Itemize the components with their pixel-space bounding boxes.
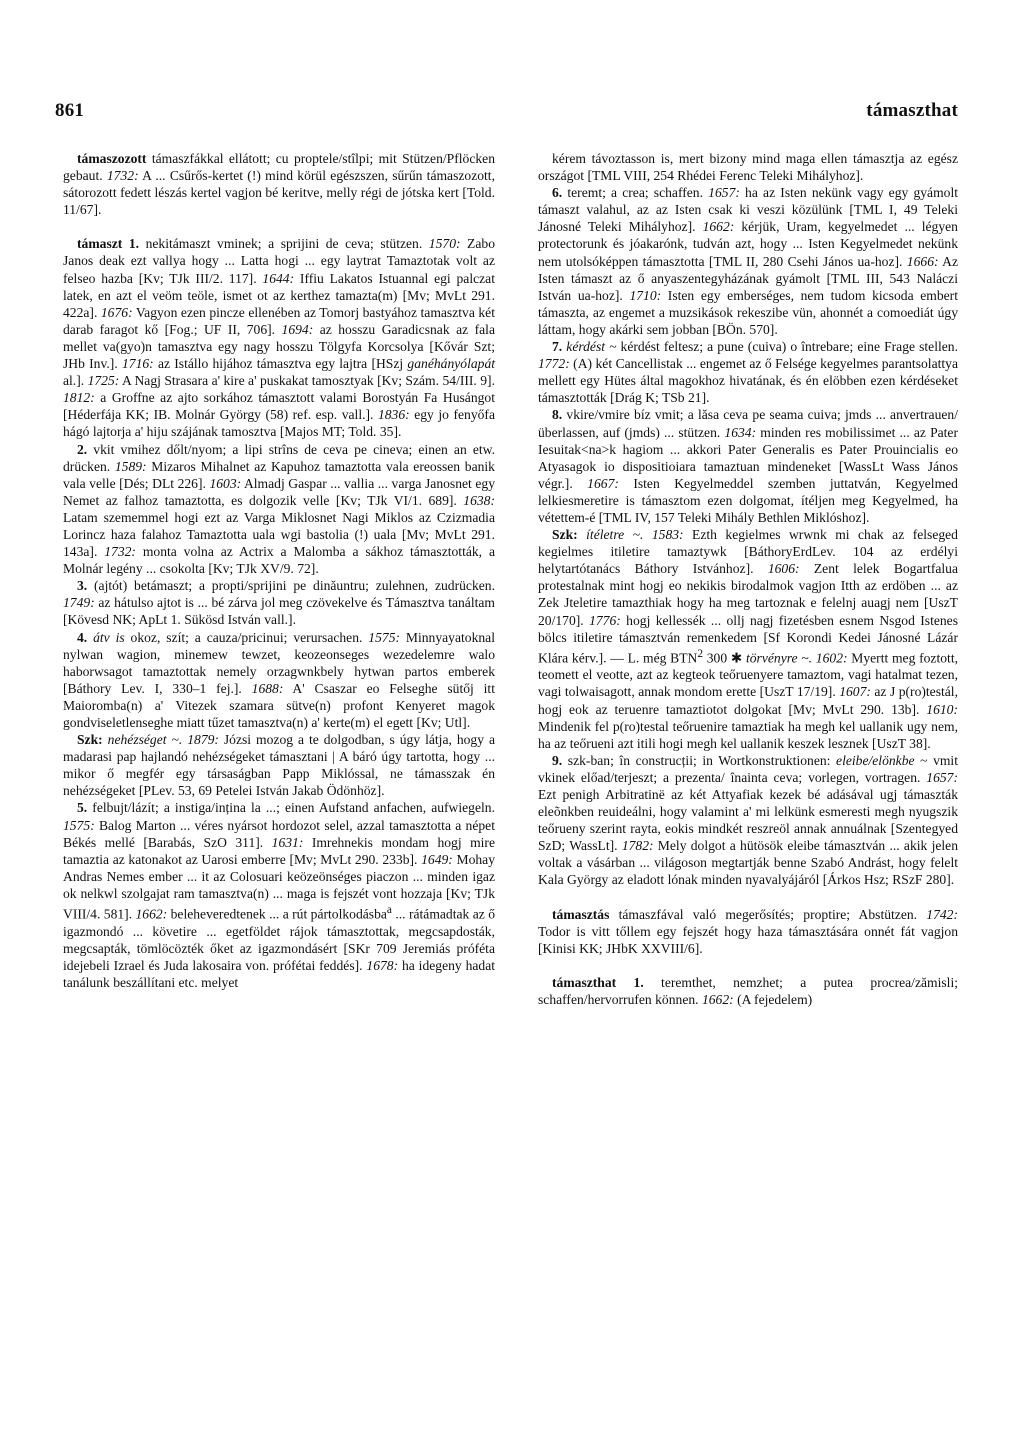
- entry-text: az hátulso ajtot is ... bé zárva jol meg czövekelve és Támasztva tanáltam [Kövesd NK; ApLt 1. Sükösd István vall.].: [63, 595, 495, 628]
- italic-text: 1676:: [100, 304, 133, 320]
- italic-text: 1662:: [135, 906, 168, 922]
- entry-text: monta volna az Actrix a Malomba a sákhoz támasztották, a Molnár legény ... csokolta [Kv; TJk XV/9. 72].: [63, 544, 495, 577]
- italic-text: 1649:: [421, 851, 453, 867]
- right-column: [538, 150, 958, 1008]
- superscript: 2: [697, 647, 703, 660]
- entry-text: egy jo fenyőfa hágó lajtorja a' hiju szájának tamosztva [Majos MT; Told. 35].: [63, 407, 495, 440]
- entry-text: támaszfával való megerősítés; proptire; Abstützen.: [609, 906, 927, 922]
- italic-text: nehézséget ~.: [107, 732, 183, 748]
- entry-text: Isten Kegyelmeddel szemben juttatván, Kegyelmed lelkiesmeretire is támasztom ezen dolgomat, ítéljen meg Kegyelmed, ha vétettem-é [TML IV, 157 Teleki Mihály Bethlen Miklóshoz].: [538, 475, 958, 525]
- italic-text: 1607:: [839, 684, 871, 700]
- entry-text: nekitámaszt vminek; a sprijini de ceva; stützen.: [139, 236, 429, 252]
- italic-text: 1603:: [209, 475, 242, 491]
- italic-text: 1657:: [708, 185, 740, 201]
- entry-text: (ajtót) betámaszt; a propti/sprijini pe dinăuntru; zulehnen, zudrücken.: [87, 578, 495, 594]
- entry-text: (A) két Cancellistak ... engemet az ő Felsége kegyelmes parantsolattya mellett egy Hütes által magokhoz hivatának, és én elöbben ezen kérdéseket támasztották [Drág K; TSb 21].: [538, 356, 958, 406]
- entry-text: ha idegeny hadat tanálunk beszállítani etc. melyet: [63, 957, 496, 990]
- italic-text: 1678:: [366, 957, 399, 973]
- italic-text: 1638:: [463, 492, 495, 508]
- entry-text: az J p(ro)testál, hogj eok az teruenre tamaztiotot dolgokat [Mv; MvLt 290. 13b].: [538, 684, 958, 717]
- dictionary-paragraph: [63, 629, 495, 732]
- italic-text: 1657:: [926, 769, 958, 785]
- entry-label: 6.: [552, 185, 563, 201]
- italic-text: 1589:: [114, 458, 147, 474]
- entry-text: beleheveredtenek ... a rút pártolkodásba: [167, 906, 387, 922]
- entry-text: ha az Isten nekünk vagy egy gyámolt támaszt valahul, az az Isten csak ki veszi közülünk [TML I, 49 Teleki Jánosné Teleki Mihályhoz].: [538, 185, 958, 235]
- superscript: a: [386, 904, 392, 917]
- entry-label: Szk:: [552, 527, 578, 543]
- entry-text: Todor is vitt tőllem egy fejszét hogy haza támasztására onnét fát vagjon [Kinisi KK; JHbK XXVIII/6].: [538, 923, 958, 956]
- italic-text: 1772:: [538, 356, 570, 372]
- entry-label: 9.: [552, 752, 563, 768]
- italic-text: átv is: [93, 629, 125, 645]
- entry-text: vkit vmihez dőlt/nyom; a lipi strîns de ceva pe cineva; einen an etw. drücken.: [63, 441, 495, 474]
- italic-text: 1725:: [87, 373, 120, 389]
- entry-text: Mely dolgot a hütösök eleibe támasztván ... akik jelen voltak a vásárban ... világoson megtartják benne Szabó Andrást, hogy felelt Kala György az eladott lónak minden nyavalyájáról [Árkos Hsz; RSzF 280].: [538, 838, 958, 888]
- dictionary-paragraph: [538, 906, 958, 957]
- entry-text: A' Csaszar eo Felseghe sütőj itt Maioromba(n) a' Vitezek szamara sütve(n) profont Kenyeret magok gondviseletlenseghe miatt tűzet tamasztva(n) a' kerte(m) el egett [Kv; Utl].: [63, 680, 495, 730]
- italic-text: 1644:: [262, 270, 295, 286]
- italic-text: 1634:: [724, 424, 757, 440]
- dictionary-paragraph: [538, 406, 958, 526]
- entry-label: támaszthat 1.: [552, 974, 644, 990]
- entry-text: [578, 527, 586, 542]
- entry-text: Mindenik fel p(ro)testal teőruenire tamaztiak ha megh kel uallanik ugy nem, ha az teőrueni azt itili hogi megh kel uallanik keszek lesznek [UszT 38].: [538, 718, 958, 751]
- entry-text: (A fejedelem): [733, 991, 813, 1007]
- italic-text: 1710:: [629, 287, 662, 303]
- entry-label: 8.: [552, 407, 563, 423]
- dictionary-paragraph: [63, 235, 495, 440]
- entry-text: az hosszu Garadicsnak az fala mellet va(gyo)n tamasztva egy nagy hosszu Tölgyfa Korcsolya [Kővár Szt; JHb Inv.].: [63, 321, 495, 372]
- entry-label: támaszozott: [77, 151, 147, 166]
- left-column: [63, 150, 495, 991]
- italic-text: 1694:: [281, 321, 314, 337]
- entry-text: ~ vmit vkinek előad/terjeszt; a prezenta/ înainta ceva; vorlegen, vortragen.: [538, 752, 958, 785]
- entry-text: kérjük, Uram, kegyelmedet ... légyen protectorunk és jóakarónk, tudván azt, hogy ... Isten Kegyelmedet nekünk nem utolsóképpen támasztotta [TML II, 280 Csehi János ua-hoz].: [538, 219, 958, 269]
- entry-text: teremthet, nemzhet; a putea procrea/zămisli; schaffen/hervorrufen können.: [538, 974, 958, 1007]
- entry-text: támaszfákkal ellátott; cu proptele/stîlpi; mit Stützen/Pflöcken gebaut.: [63, 151, 495, 184]
- italic-text: kérdést ~: [566, 339, 617, 355]
- entry-text: Az Isten támaszt az ő anyaszentegyházának gyámolt [TML III, 543 Naláczi István ua-hoz].: [538, 253, 958, 303]
- entry-text: Ezth kegielmes wrwnk mi chak az felseged kegielmes itiletire tamaztywk [BáthoryErdLev. 104 az erdélyi helytartótanács Báthory Istvánhoz].: [538, 527, 958, 577]
- entry-text: Isten egy emberséges, nem tudom kicsoda embert támaszta, az engemet a muzsikások rekeszibe vün, ahonnét a comoediát úgy láttam, hogy akárki sem jobban [BÖn. 570].: [538, 287, 958, 337]
- dictionary-paragraph: [538, 184, 958, 338]
- entry-text: Imrehnekis mondam hogj mire tamaztia az katonakot az Uarosi emberre [Mv; MvLt 290. 233b].: [63, 834, 495, 867]
- italic-text: 1610:: [926, 701, 958, 717]
- entry-label: Szk:: [77, 732, 103, 748]
- italic-text: 1666:: [906, 253, 939, 269]
- entry-text: Ezt penigh Arbitratinë az két Attyafiak kezek bé adásával ugj támaszták eleõnkben reuideálni, hogy valamint a' mi lelkünk esmeresti megh nyugszik teőrueny szerint rayta, eokis mindkét reszreöl annak annuálnak [Szentegyed SzD; WassLt].: [538, 787, 958, 854]
- entry-text: Zabo Janos deak ezt vallya hogy ... Latta hogi ... egy laytrat Tamaztotak volt az felseo hazba [Kv; TJk III/2. 117].: [63, 236, 495, 286]
- dictionary-paragraph: [538, 338, 958, 406]
- dictionary-paragraph: [63, 577, 495, 628]
- entry-text: az Istállo hijához támasztva egy lajtra [HSzj: [153, 356, 408, 372]
- italic-text: 1688:: [251, 680, 284, 696]
- entry-text: Vagyon ezen pincze ellenében az Tomorj bastyához tamasztva két darab faragot kő [Fog.; UF II, 706].: [63, 304, 495, 337]
- entry-label: támasztás: [552, 906, 610, 922]
- entry-text: hogj kellessék ... ollj nagj fizetésben esnem Nsgod Istenes bölcs itiletire támasztván remenkedem [Sf Korondi Kedei Jánosné Lázár Klára kérv.]. — L. még BTN: [538, 612, 958, 666]
- dictionary-paragraph: [538, 974, 958, 1008]
- entry-text: kérem távoztasson is, mert bizony mind maga ellen támasztja az egész országot [TML VIII, 254 Rhédei Ferenc Teleki Mihályhoz].: [538, 151, 958, 184]
- entry-text: Minnyayatoknal nylwan wagion, minemew tewzet, keozeonseges wezedelemre walo haborwsagot tamaztottak nemely orzagwnkbely hytwan partos emberek [Báthory Lev. I, 330–1 fej.].: [63, 629, 495, 696]
- entry-text: okoz, szít; a cauza/pricinui; verursachen.: [124, 629, 369, 645]
- italic-text: ganéhányólapát: [407, 356, 496, 372]
- entry-text: vkire/vmire bíz vmit; a lăsa ceva pe seama cuiva; jmds ... anvertrauen/überlassen, auf (jmds) ... stützen.: [538, 407, 958, 440]
- italic-text: 1732:: [106, 168, 139, 184]
- entry-label: 3.: [77, 578, 88, 594]
- entry-text: [643, 527, 651, 542]
- italic-text: 1667:: [587, 475, 619, 491]
- italic-text: 1836:: [377, 407, 410, 423]
- italic-text: 1602:: [815, 650, 848, 666]
- italic-text: 1716:: [121, 356, 154, 372]
- dictionary-paragraph: [63, 441, 495, 578]
- italic-text: 1776:: [589, 612, 621, 628]
- entry-text: teremt; a crea; schaffen.: [562, 185, 709, 201]
- entry-text: Iffiu Lakatos Istuannal egi palczat latek, en azt el veöm teöle, ismet ot az kerthez tamazta(m) [Mv; MvLt 291. 422a].: [63, 270, 495, 320]
- italic-text: 1606:: [767, 561, 800, 577]
- italic-text: ítéletre ~.: [586, 527, 644, 543]
- entry-text: minden res mobilissimet ... az Pater Iesuitak<na>k hagiom ... akkori Pater Generalis es Pater Prouincialis eo Atyasagok io dispositioiara tamaztuan mindeneket [WassLt Wass János végr.].: [538, 424, 958, 491]
- dictionary-paragraph: [63, 150, 495, 218]
- italic-text: 1575:: [63, 817, 95, 833]
- page-number: 861: [55, 100, 85, 121]
- entry-label: 2.: [77, 441, 88, 457]
- italic-text: 1570:: [428, 236, 461, 252]
- entry-text: Mizaros Mihalnet az Kapuhoz tamaztotta vala ereossen banik vala velle [Dés; DLt 226].: [63, 458, 495, 491]
- italic-text: 1662:: [701, 991, 734, 1007]
- entry-text: felbujt/lázít; a instiga/ințina la ...; einen Aufstand anfachen, aufwiegeln.: [87, 800, 495, 816]
- entry-text: Józsi mozog a te dolgodban, s úgy látja, hogy a madarasi pap hajlandó nehézségeket támasztani | A báró úgy tartotta, hogy ... mikor ő megfér egy társaságban Papp Miklóssal, ne támasszak én nehézségeket [PLev. 53, 69 Petelei István Jakab Ödönhöz].: [63, 732, 496, 799]
- entry-text: Zent lelek Bogartfalua protestalnak mint hogj eo nekikis birodalmok vagjon Itth az erdöben ... az Zek Jteletire tamazthiak hogy ha meg tartoznak e felelnj auagj nem [UszT 20/170].: [538, 561, 958, 628]
- entry-label: 7.: [552, 339, 563, 355]
- entry-label: támaszt 1.: [77, 236, 140, 252]
- entry-text: A Nagj Strasara a' kire a' puskakat tamosztyak [Kv; Szám. 54/III. 9].: [119, 373, 495, 389]
- dictionary-paragraph: [63, 799, 495, 991]
- entry-text: a Groffne az ajto sorkához támasztott valami Borostyán Fa Husángot [Héderfája KK; IB. Molnár György (58) ref. esp. vall.].: [63, 390, 495, 423]
- entry-text: Almadj Gaspar ... vallia ... varga Janosnet egy Nemet az falhoz tamaztotta, es dolgozik velle [Kv; TJk VI/1. 689].: [63, 475, 495, 508]
- italic-text: 1812:: [63, 390, 95, 406]
- dictionary-paragraph: [538, 752, 958, 889]
- entry-text: al.].: [63, 373, 88, 389]
- italic-text: 1782:: [621, 838, 654, 854]
- entry-label: 4.: [77, 629, 88, 645]
- italic-text: 1749:: [63, 595, 95, 611]
- italic-text: 1742:: [926, 906, 958, 922]
- italic-text: eleibe/elönkbe: [836, 752, 915, 768]
- entry-text: Balog Marton ... véres nyársot hordozot selel, azzal tamasztotta a népet Békés mellé [Barabás, SzO 311].: [63, 817, 495, 850]
- dictionary-paragraph: [538, 150, 958, 184]
- entry-text: kérdést feltesz; a pune (cuiva) o întrebare; eine Frage stellen.: [616, 339, 958, 355]
- italic-text: törvényre ~.: [745, 650, 813, 666]
- entry-text: Myertt meg foztott, teomett el veotte, azt az kegteok teőruenyere tamaztom, vagi hatalmat tezen, vagi tolwaisagott, annak mondom erette [UszT 17/19].: [538, 650, 958, 700]
- italic-text: 1879:: [187, 732, 219, 748]
- dictionary-paragraph: [63, 731, 495, 799]
- entry-text: szk-ban; în construcții; in Wortkonstruktionen:: [562, 752, 837, 768]
- italic-text: 1732:: [104, 544, 136, 560]
- entry-label: 5.: [77, 800, 88, 816]
- entry-text: Latam szememmel hogi ezt az Varga Miklosnet Nagi Miklos az Czizmadia Lorincz haza falahoz Tamaztotta uala wgi bastolia (!) uala [Mv; MvLt 291. 143a].: [63, 509, 495, 560]
- entry-text: Mohay Andras Nemes ember ... it az Colosuari keözeönséges piaczon ... minden igaz ok nelkwl szolgajat ram tamasztva(n) ... maga is fejszét vont hozzaja [Kv; TJk VIII/4. 581].: [63, 851, 495, 922]
- italic-text: 1631:: [271, 834, 304, 850]
- italic-text: 1662:: [702, 219, 735, 235]
- dictionary-paragraph: [538, 526, 958, 752]
- italic-text: 1583:: [651, 527, 684, 543]
- entry-text: ... rátámadtak az ő igazmondó ... követire ... egetföldet rájok támasztottak, megcsapdosták, megcsapták, tömlöcözték őket az igazmondásért [SKr 709 Jeremiás próféta idejebeli Izrael és Juda lakosaira von. prófétai feddés].: [63, 906, 496, 973]
- running-head: támaszthat: [866, 100, 958, 121]
- italic-text: 1575:: [368, 629, 401, 645]
- entry-text: 300 ✱: [703, 650, 746, 666]
- entry-text: A ... Csűrős-kertet (!) mind körül egészszen, sűrűn támaszozott, sátorozott fedett lészás kertel vagjon bé keritve, melly régi de jótska kert [Told. 11/67].: [63, 168, 495, 218]
